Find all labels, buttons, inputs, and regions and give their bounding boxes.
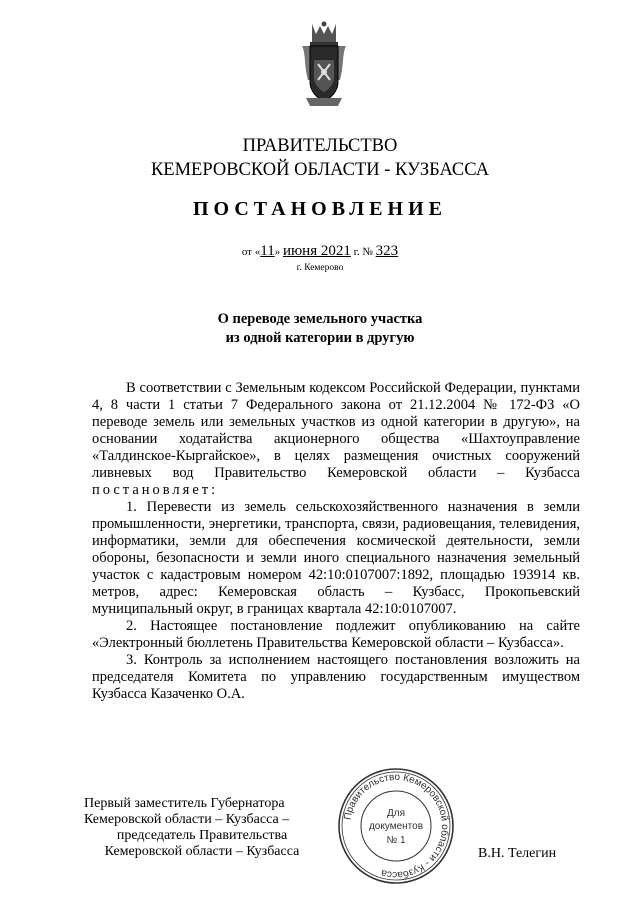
signer-name: В.Н. Телегин <box>478 846 557 861</box>
signatory-title <box>84 796 320 860</box>
preamble-text: В соответствии с Земельным кодексом Российской Федерации, пунктами 4, 8 части 1 статьи 7 Федерального закона от 21.12.2004 № 172-ФЗ «О переводе земель или земельных участков из одной категории в другую», на основании ходатайства акционерного общества «Шахтоуправление «Талдинское-Кыргайское», в целях размещения очистных сооружений ливневых вод Правительство Кемеровской области – Кузбасса <box>92 380 580 481</box>
date-day: 11 <box>260 243 275 259</box>
date-number-line <box>0 244 640 259</box>
date-month-year: июня 2021 <box>282 243 351 259</box>
body-paragraph-item3: 3. Контроль за исполнением настоящего постановления возложить на председателя Комитета по управлению государственным имуществом Кузбасса Казаченко О.А. <box>92 652 580 702</box>
date-year-suffix: г. <box>353 246 360 258</box>
subject-line1: О переводе земельного участка <box>217 311 423 327</box>
stamp-center-line1: Для <box>386 808 406 819</box>
signatory-line2: Кемеровской области – Кузбасса – <box>84 812 290 827</box>
document-number: 323 <box>375 243 399 259</box>
official-stamp <box>336 766 456 886</box>
document-type-title: ПОСТАНОВЛЕНИЕ <box>193 198 447 220</box>
number-sign: № <box>362 246 373 258</box>
stamp-center-line2: документов <box>368 821 424 832</box>
date-close-quote: » <box>274 246 281 258</box>
subject-line2: из одной категории в другую <box>225 330 415 346</box>
coat-of-arms-icon <box>298 20 350 112</box>
stamp-ring-text: Правительство Кемеровской области - Кузбасса <box>342 771 451 881</box>
stamp-center-line3: № 1 <box>386 835 406 846</box>
signatory-line1: Первый заместитель Губернатора <box>84 796 285 811</box>
resolution-verb: постановляет: <box>92 482 219 498</box>
signatory-line4: Кемеровской области – Кузбасса <box>104 844 300 859</box>
document-subject <box>0 310 640 348</box>
body-paragraph-preamble <box>92 380 580 499</box>
body-paragraph-item1: 1. Перевести из земель сельскохозяйственного назначения в земли промышленности, энергетики, транспорта, связи, радиовещания, телевидения, информатики, земли для обеспечения космической деятельности, земли обороны, безопасности и земли иного специального назначения земельный участок с кадастровым номером 42:10:0107007:1892, площадью 193914 кв. метров, адрес: Кемеровская область – Кузбасс, Прокопьевский муниципальный округ, в границах квартала 42:10:0107007. <box>92 499 580 617</box>
city-label: г. Кемерово <box>296 263 344 273</box>
date-from-label: от « <box>241 246 261 258</box>
signatory-line3: председатель Правительства <box>116 828 288 843</box>
document-body <box>92 380 580 703</box>
body-paragraph-item2: 2. Настоящее постановление подлежит опубликованию на сайте «Электронный бюллетень Правительства Кемеровской области – Кузбасса». <box>92 618 580 651</box>
organization-name-line2: КЕМЕРОВСКОЙ ОБЛАСТИ - КУЗБАССА <box>150 160 490 180</box>
organization-name-line1: ПРАВИТЕЛЬСТВО <box>242 136 398 156</box>
